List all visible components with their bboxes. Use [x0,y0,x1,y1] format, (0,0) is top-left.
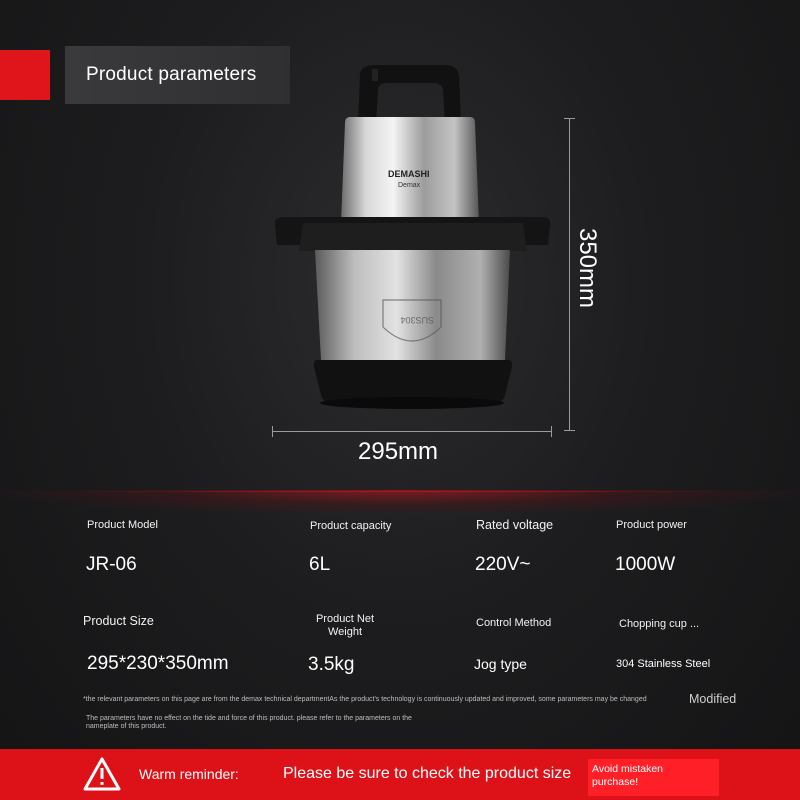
height-dimension-cap-bottom [564,430,575,431]
width-dimension-cap-right [551,426,552,437]
spec-label-model: Product Model [87,519,158,531]
spec-label-material: Chopping cup ... [619,618,700,630]
brand-text: DEMASHI [388,169,430,179]
disclaimer-note: *the relevant parameters on this page are from the demax technical departmentAs the product's technology is continuously updated and improved, some parameters may be changed [83,696,647,703]
width-dimension-line [272,431,551,432]
width-dimension-label: 295mm [358,438,439,465]
header-accent-square [0,50,50,100]
spec-value-model: JR-06 [86,554,137,575]
banner-label: Warm reminder: [139,766,239,782]
nameplate-note: The parameters have no effect on the tide and force of this product. please refer to the parameters on the nameplate of this product. [86,715,412,730]
spec-value-weight: 3.5kg [308,654,355,675]
spec-value-voltage: 220V~ [475,554,531,575]
spec-label-voltage: Rated voltage [476,518,554,532]
banner-message: Please be sure to check the product size [283,765,572,782]
separator-line [70,491,730,492]
sub-brand-text: Demax [398,182,421,189]
meat-grinder-image [265,55,560,425]
page-title: Product parameters [86,64,257,85]
spec-value-control: Jog type [474,656,527,672]
red-glow-separator [0,490,800,514]
header-panel [65,46,290,104]
height-dimension-line [569,118,570,430]
spec-label-capacity: Product capacity [310,520,392,532]
disclaimer-modified: Modified [689,692,737,706]
spec-label-weight: Product Net Weight [315,613,375,638]
spec-value-power: 1000W [615,554,676,575]
warning-icon [82,756,122,792]
bowl-mark-text: SUS304 [400,315,434,325]
spec-value-size: 295*230*350mm [87,653,229,674]
spec-value-material: 304 Stainless Steel [616,658,711,670]
spec-label-size: Product Size [83,614,154,628]
height-dimension-cap-top [564,118,575,119]
spec-label-power: Product power [616,519,687,531]
spec-label-control: Control Method [476,617,552,629]
height-dimension-label: 350mm [574,227,601,309]
spec-value-capacity: 6L [309,554,331,575]
width-dimension-cap-left [272,426,273,437]
banner-side-text: Avoid mistaken purchase! [592,763,664,788]
